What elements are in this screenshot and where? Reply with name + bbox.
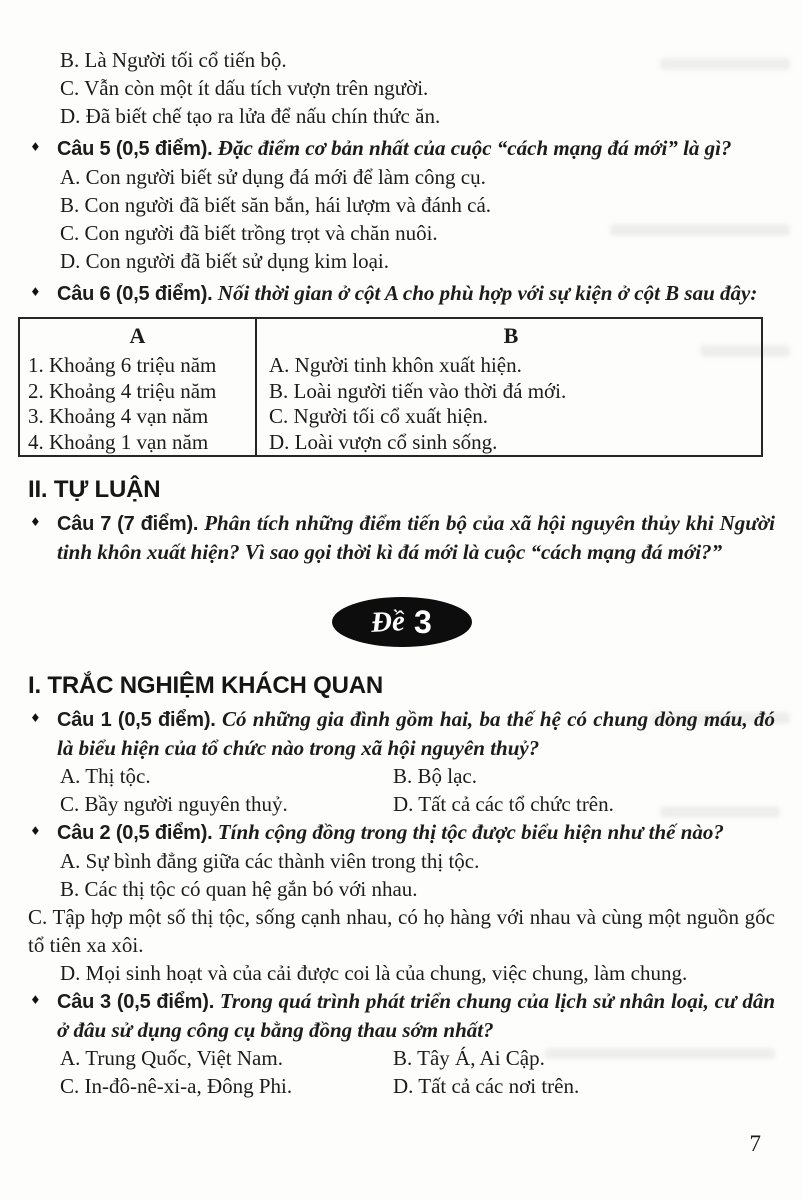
question-3-options-row [28, 1072, 775, 1100]
section-heading-essay: II. TỰ LUẬN [28, 476, 161, 503]
question-2 [28, 818, 775, 847]
answer-option-d: D. Tất cả các nơi trên. [393, 1074, 580, 1098]
question-7-text: Phân tích những điểm tiến bộ của xã hội nguyên thủy khi Người tinh khôn xuất hiện? Vì sao gọi thời kì đá mới là cuộc “cách mạng đá mới?” [57, 511, 775, 564]
question-5 [28, 134, 775, 163]
question-6 [28, 279, 775, 308]
diamond-bullet-icon: ♦ [30, 993, 41, 1007]
diamond-bullet-icon: ♦ [30, 515, 41, 529]
question-1-text: Có những gia đình gồm hai, ba thế hệ có chung dòng máu, đó là biểu hiện của tổ chức nào trong xã hội nguyên thuỷ? [57, 707, 775, 760]
exam-number-badge [332, 597, 472, 647]
question-3-options-row [28, 1044, 775, 1072]
question-3-label: Câu 3 (0,5 điểm). [57, 991, 215, 1013]
question-5-text: Đặc điểm cơ bản nhất của cuộc “cách mạng đá mới” là gì? [217, 136, 732, 160]
diamond-bullet-icon: ♦ [30, 285, 41, 299]
badge-number: 3 [414, 603, 432, 640]
table-row: C. Người tối cổ xuất hiện. [269, 404, 489, 428]
column-b-header: B [503, 323, 519, 348]
diamond-bullet-icon: ♦ [30, 140, 41, 154]
answer-option-b: B. Bộ lạc. [393, 764, 477, 788]
answer-option-c: C. Bầy người nguyên thuỷ. [60, 792, 288, 816]
table-row: 1. Khoảng 6 triệu năm [28, 353, 217, 377]
answer-option-d: D. Con người đã biết sử dụng kim loại. [60, 249, 390, 273]
answer-option-a: A. Sự bình đẳng giữa các thành viên trong thị tộc. [60, 849, 480, 873]
question-3-text: Trong quá trình phát triển chung của lịch sử nhân loại, cư dân ở đâu sử dụng công cụ bằng đồng thau sớm nhất? [57, 989, 775, 1042]
table-row: D. Loài vượn cổ sinh sống. [269, 429, 498, 454]
answer-option-d: D. Đã biết chế tạo ra lửa để nấu chín thức ăn. [60, 104, 441, 128]
question-5-options [28, 163, 775, 275]
diamond-bullet-icon: ♦ [30, 824, 41, 838]
question-1 [28, 705, 775, 762]
answer-option-d: D. Tất cả các tổ chức trên. [393, 792, 614, 816]
question-2-text: Tính cộng đồng trong thị tộc được biểu hiện như thế nào? [217, 820, 724, 844]
table-row: A. Người tinh khôn xuất hiện. [269, 353, 522, 377]
table-row: B. Loài người tiến vào thời đá mới. [269, 378, 567, 403]
answer-option-d: D. Mọi sinh hoạt và của cải được coi là của chung, việc chung, làm chung. [60, 961, 688, 985]
table-row: 2. Khoảng 4 triệu năm [28, 378, 217, 403]
table-row: 3. Khoảng 4 vạn năm [28, 404, 209, 428]
answer-option-b: B. Các thị tộc có quan hệ gắn bó với nhau. [60, 877, 418, 901]
answer-option-a: A. Con người biết sử dụng đá mới để làm công cụ. [60, 165, 486, 189]
question-7 [28, 509, 775, 566]
diamond-bullet-icon: ♦ [30, 711, 41, 725]
question-1-options-row [28, 790, 775, 818]
answer-option-c: C. In-đô-nê-xi-a, Đông Phi. [60, 1074, 293, 1098]
page-number: 7 [749, 1131, 761, 1156]
matching-table-column-a [20, 319, 257, 455]
matching-table-column-b [257, 319, 761, 455]
answer-option-b: B. Là Người tối cổ tiến bộ. [60, 48, 287, 72]
answer-option-a: A. Trung Quốc, Việt Nam. [60, 1046, 283, 1070]
answer-option-c: C. Con người đã biết trồng trọt và chăn nuôi. [60, 221, 438, 245]
badge-word: Đề [370, 604, 406, 639]
section-heading-mcq: I. TRẮC NGHIỆM KHÁCH QUAN [28, 672, 383, 699]
answer-option-a: A. Thị tộc. [60, 764, 151, 788]
carryover-options [28, 46, 775, 130]
question-1-options-row [28, 762, 775, 790]
answer-option-b: B. Con người đã biết săn bắn, hái lượm và đánh cá. [60, 193, 492, 217]
answer-option-c: C. Tập hợp một số thị tộc, sống cạnh nhau, có họ hàng với nhau và cùng một nguồn gốc tổ tiên xa xôi. [28, 905, 775, 957]
answer-option-c: C. Vẫn còn một ít dấu tích vượn trên người. [60, 76, 429, 100]
table-row: 4. Khoảng 1 vạn năm [28, 429, 209, 454]
question-5-label: Câu 5 (0,5 điểm). [57, 138, 213, 160]
question-3 [28, 987, 775, 1044]
matching-table [18, 317, 763, 457]
question-2-options [28, 847, 775, 987]
question-1-label: Câu 1 (0,5 điểm). [57, 709, 216, 731]
question-6-label: Câu 6 (0,5 điểm). [57, 283, 213, 305]
question-2-label: Câu 2 (0,5 điểm). [57, 822, 213, 844]
answer-option-b: B. Tây Á, Ai Cập. [393, 1046, 545, 1070]
question-6-text: Nối thời gian ở cột A cho phù hợp với sự kiện ở cột B sau đây: [217, 281, 758, 305]
question-7-label: Câu 7 (7 điểm). [57, 513, 199, 535]
column-a-header: A [129, 323, 146, 348]
